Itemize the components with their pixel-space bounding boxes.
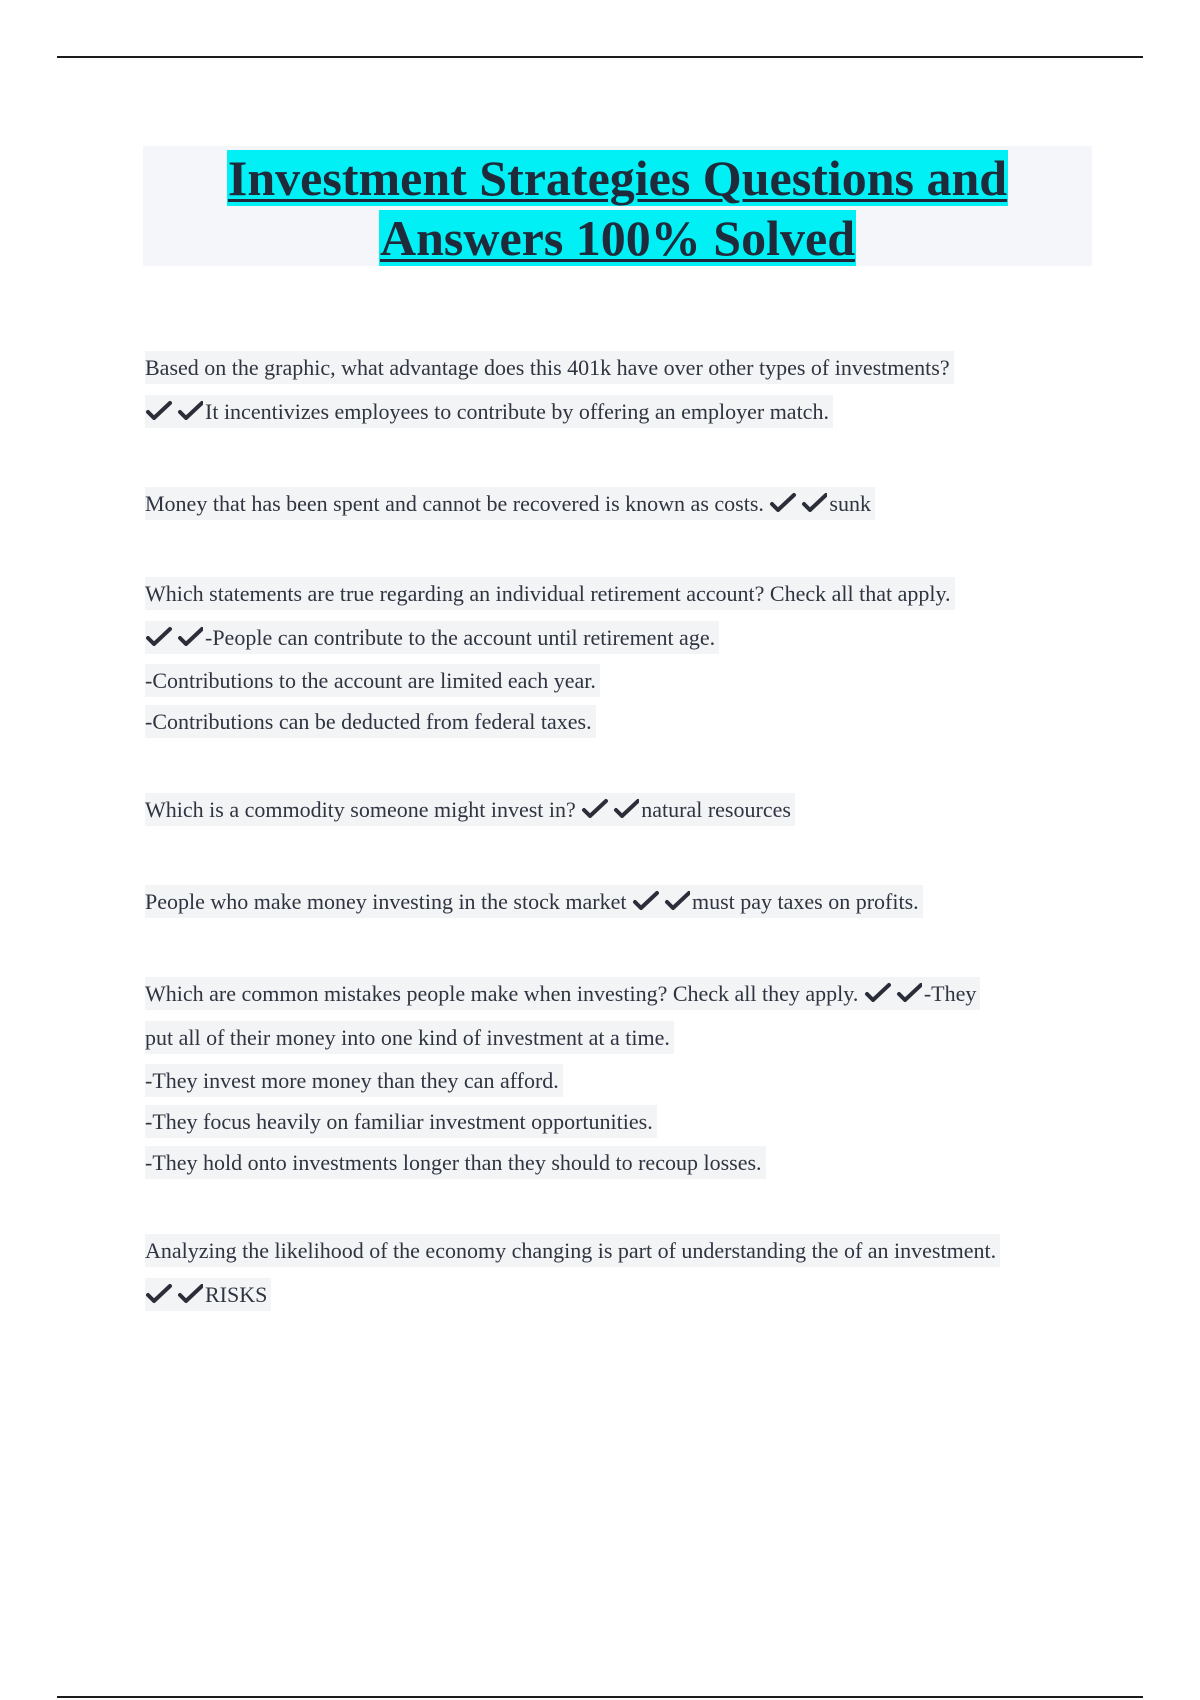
answer-3: -People can contribute to the account until retirement age. bbox=[145, 616, 1105, 660]
double-checkmark-icon bbox=[864, 981, 922, 1005]
question-3: Which statements are true regarding an individual retirement account? Check all that apply. bbox=[145, 572, 1105, 616]
question-1: Based on the graphic, what advantage does this 401k have over other types of investments? bbox=[145, 346, 1105, 390]
title-line-1: Investment Strategies Questions and bbox=[227, 150, 1008, 206]
answer-5: must pay taxes on profits. bbox=[691, 889, 919, 914]
bottom-rule bbox=[57, 1696, 1143, 1698]
answer-3-extra-2: -Contributions can be deducted from federal taxes. bbox=[145, 701, 1105, 742]
document-title bbox=[143, 146, 1092, 268]
double-checkmark-icon bbox=[769, 491, 827, 515]
question-7: Analyzing the likelihood of the economy changing is part of understanding the of an investment. bbox=[145, 1229, 1105, 1273]
answer-1: It incentivizes employees to contribute by offering an employer match. bbox=[145, 390, 1105, 434]
answer-6-extra-2: -They focus heavily on familiar investment opportunities. bbox=[145, 1101, 1105, 1142]
double-checkmark-icon bbox=[145, 399, 203, 423]
title-line-2: Answers 100% Solved bbox=[379, 210, 856, 266]
answer-6-cont: put all of their money into one kind of investment at a time. bbox=[145, 1016, 1105, 1060]
top-rule bbox=[57, 56, 1143, 58]
answer-2: sunk bbox=[829, 491, 871, 516]
double-checkmark-icon bbox=[145, 1282, 203, 1306]
answer-3-extra-1: -Contributions to the account are limited each year. bbox=[145, 660, 1105, 701]
qa-list bbox=[145, 346, 1105, 1317]
double-checkmark-icon bbox=[581, 797, 639, 821]
question-5: People who make money investing in the stock market must pay taxes on profits. bbox=[145, 880, 1105, 924]
question-2: Money that has been spent and cannot be recovered is known as costs. sunk bbox=[145, 482, 1105, 526]
answer-6: -They bbox=[923, 981, 977, 1006]
answer-6-extra-3: -They hold onto investments longer than they should to recoup losses. bbox=[145, 1142, 1105, 1183]
answer-7: RISKS bbox=[145, 1273, 1105, 1317]
question-6: Which are common mistakes people make when investing? Check all they apply. -They bbox=[145, 972, 1105, 1016]
answer-6-extra-1: -They invest more money than they can afford. bbox=[145, 1060, 1105, 1101]
double-checkmark-icon bbox=[145, 625, 203, 649]
double-checkmark-icon bbox=[632, 889, 690, 913]
question-4: Which is a commodity someone might invest in? natural resources bbox=[145, 788, 1105, 832]
answer-4: natural resources bbox=[641, 797, 791, 822]
title-banner bbox=[143, 146, 1092, 266]
